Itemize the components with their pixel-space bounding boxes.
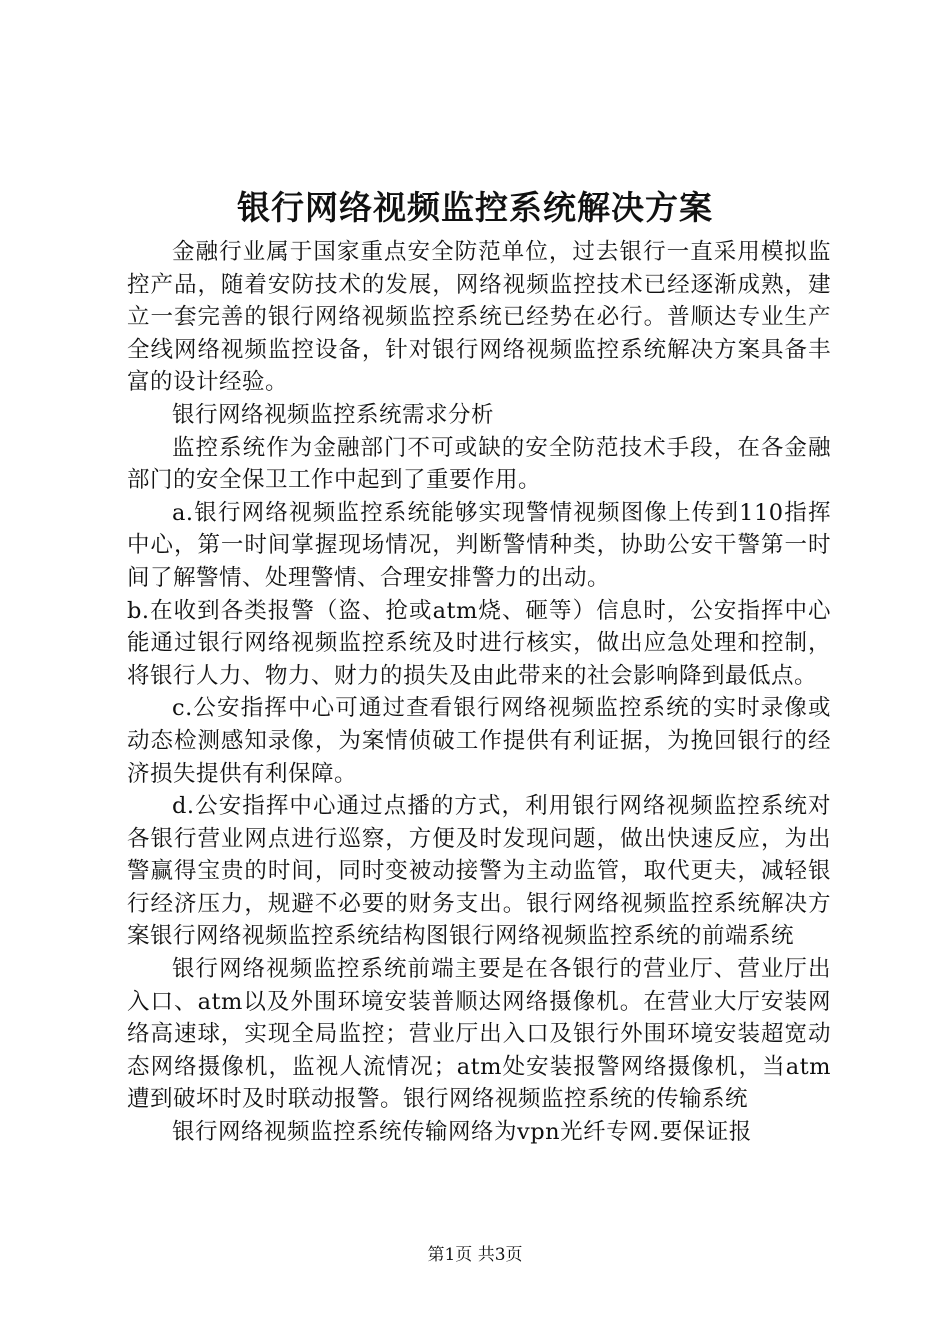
paragraph-item-d: d.公安指挥中心通过点播的方式，利用银行网络视频监控系统对各银行营业网点进行巡察，方便及时发现问题，做出快速反应，为出警赢得宝贵的时间，同时变被动接警为主动监管，取代更夫，减轻银行经济压力，规避不必要的财务支出。银行网络视频监控系统解决方案银行网络视频监控系统结构图银行网络视频监控系统的前端系统 <box>127 793 831 950</box>
page-number: 第1页 共3页 <box>427 1245 523 1265</box>
paragraph-item-b: b.在收到各类报警（盗、抢或atm烧、砸等）信息时，公安指挥中心能通过银行网络视频监控系统及时进行核实，做出应急处理和控制，将银行人力、物力、财力的损失及由此带来的社会影响降到最低点。 <box>127 597 831 689</box>
paragraph-frontend: 银行网络视频监控系统前端主要是在各银行的营业厅、营业厅出入口、atm以及外围环境安装普顺达网络摄像机。在营业大厅安装网络高速球，实现全局监控；营业厅出入口及银行外围环境安装超宽动态网络摄像机，监视人流情况；atm处安装报警网络摄像机，当atm遭到破坏时及时联动报警。银行网络视频监控系统的传输系统 <box>127 956 831 1113</box>
paragraph-transmission: 银行网络视频监控系统传输网络为vpn光纤专网.要保证报 <box>172 1119 752 1146</box>
document-title: 银行网络视频监控系统解决方案 <box>237 188 713 227</box>
document-body <box>127 236 831 1149</box>
paragraph-item-c: c.公安指挥中心可通过查看银行网络视频监控系统的实时录像或动态检测感知录像，为案情侦破工作提供有利证据，为挽回银行的经济损失提供有利保障。 <box>127 695 831 787</box>
paragraph-intro: 金融行业属于国家重点安全防范单位，过去银行一直采用模拟监控产品，随着安防技术的发展，网络视频监控技术已经逐渐成熟，建立一套完善的银行网络视频监控系统已经势在必行。普顺达专业生产全线网络视频监控设备，针对银行网络视频监控系统解决方案具备丰富的设计经验。 <box>127 239 831 396</box>
paragraph-requirements: 监控系统作为金融部门不可或缺的安全防范技术手段，在各金融部门的安全保卫工作中起到了重要作用。 <box>127 434 831 494</box>
section-heading-requirements: 银行网络视频监控系统需求分析 <box>172 401 495 428</box>
paragraph-item-a: a.银行网络视频监控系统能够实现警情视频图像上传到110指挥中心，第一时间掌握现场情况，判断警情种类，协助公安干警第一时间了解警情、处理警情、合理安排警力的出动。 <box>127 499 831 591</box>
